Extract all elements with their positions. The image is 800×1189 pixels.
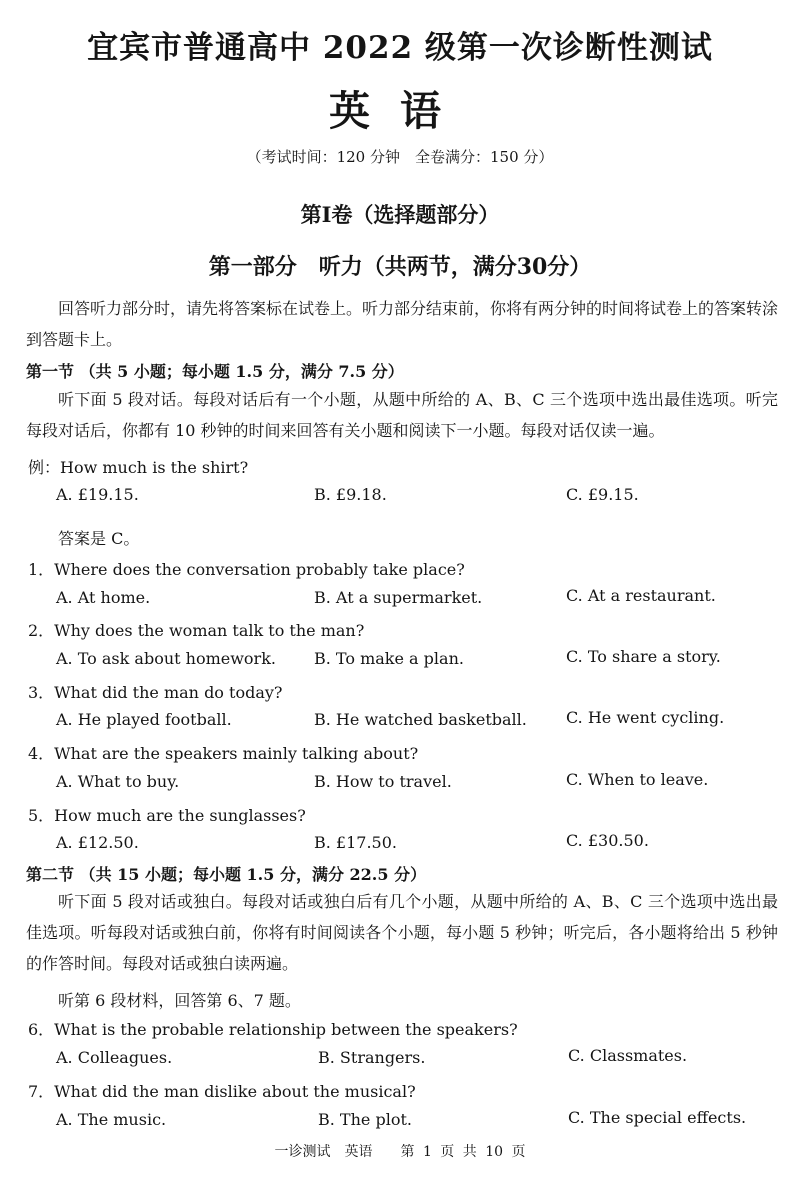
example-option-b: B. £9.18. [314, 485, 387, 504]
page-footer: 一诊测试 英语 第 1 页 共 10 页 [274, 1144, 526, 1160]
q2-option-b: B. To make a plan. [314, 649, 464, 668]
section1-heading: 第一节 （共 5 小题；每小题 1.5 分，满分 7.5 分） [26, 362, 404, 381]
example-option-a: A. £19.15. [56, 485, 139, 504]
question-3: 3．What did the man do today? [28, 683, 283, 702]
listening-intro: 回答听力部分时，请先将答案标在试卷上。听力部分结束前，你将有两分钟的时间将试卷上的答案转涂到答题卡上。 [26, 299, 779, 349]
question-4: 4．What are the speakers mainly talking about? [28, 744, 419, 763]
question-5: 5．How much are the sunglasses? [28, 806, 306, 825]
q1-option-b: B. At a supermarket. [314, 588, 483, 607]
subject-title: 英语 [329, 87, 471, 135]
section1-instructions: 听下面 5 段对话。每段对话后有一个小题，从题中所给的 A、B、C 三个选项中选出最佳选项。听完每段对话后，你都有 10 秒钟的时间来回答有关小题和阅读下一小题。每段对话仅读一遍。 [26, 390, 778, 440]
exam-title: 宜宾市普通高中 2022 级第一次诊断性测试 [87, 30, 713, 66]
q7-option-a: A. The music. [56, 1110, 167, 1129]
q4-option-b: B. How to travel. [314, 772, 452, 791]
q5-option-b: B. £17.50. [314, 833, 397, 852]
question-6: 6．What is the probable relationship between the speakers? [28, 1020, 518, 1039]
question-7: 7．What did the man dislike about the musical? [28, 1082, 416, 1101]
q1-option-a: A. At home. [56, 588, 151, 607]
question-1: 1．Where does the conversation probably take place? [28, 560, 465, 579]
q2-option-c: C. To share a story. [566, 647, 721, 666]
section2-instructions: 听下面 5 段对话或独白。每段对话或独白后有几个小题，从题中所给的 A、B、C 三个选项中选出最佳选项。听每段对话或独白前，你将有时间阅读各个小题，每小题 5 秒钟；听完后，各小题将给出 5 秒钟的作答时间。每段对话或独白读两遍。 [26, 892, 778, 973]
q4-option-a: A. What to buy. [56, 772, 180, 791]
q6-option-b: B. Strangers. [318, 1048, 426, 1067]
section2-heading: 第二节 （共 15 小题；每小题 1.5 分，满分 22.5 分） [26, 865, 427, 884]
q2-option-a: A. To ask about homework. [56, 649, 276, 668]
q7-option-b: B. The plot. [318, 1110, 412, 1129]
example-option-c: C. £9.15. [566, 485, 639, 504]
volume-title: 第Ⅰ卷（选择题部分） [300, 202, 500, 227]
example-answer: 答案是 C。 [58, 529, 140, 548]
q5-option-a: A. £12.50. [56, 833, 139, 852]
exam-info: （考试时间：120 分钟 全卷满分：150 分） [246, 148, 554, 166]
q6-option-c: C. Classmates. [568, 1046, 688, 1065]
q1-option-c: C. At a restaurant. [566, 586, 716, 605]
q3-option-a: A. He played football. [56, 710, 232, 729]
q7-option-c: C. The special effects. [568, 1108, 747, 1127]
q3-option-b: B. He watched basketball. [314, 710, 527, 729]
example-question: 例：How much is the shirt? [28, 458, 249, 477]
material-instruction: 听第 6 段材料，回答第 6、7 题。 [58, 991, 301, 1010]
q3-option-c: C. He went cycling. [566, 708, 725, 727]
q4-option-c: C. When to leave. [566, 770, 709, 789]
question-2: 2．Why does the woman talk to the man? [28, 621, 365, 640]
part-title: 第一部分 听力（共两节，满分30分） [208, 254, 592, 280]
q6-option-a: A. Colleagues. [56, 1048, 173, 1067]
q5-option-c: C. £30.50. [566, 831, 649, 850]
